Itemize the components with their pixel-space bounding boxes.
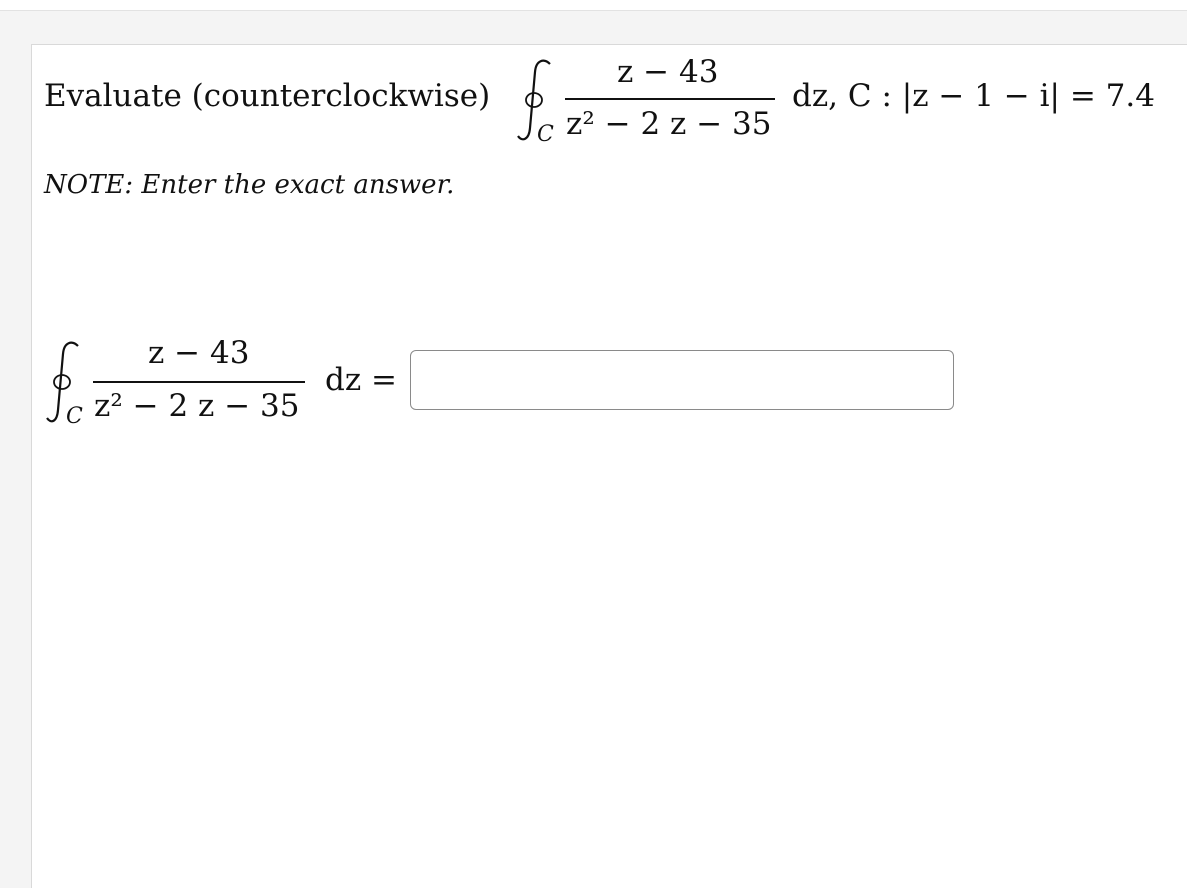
answer-numerator: z − 43 [148, 335, 250, 371]
contour-subscript: C [537, 122, 554, 147]
problem-intro: Evaluate (counterclockwise) [44, 78, 491, 114]
problem-fraction-bar [565, 98, 775, 100]
answer-denominator: z² − 2 z − 35 [94, 388, 300, 424]
problem-numerator: z − 43 [617, 54, 719, 90]
answer-input[interactable] [410, 350, 954, 410]
top-strip [0, 0, 1187, 11]
answer-fraction-bar [93, 381, 305, 383]
answer-contour-subscript: C [66, 404, 83, 429]
problem-denominator: z² − 2 z − 35 [566, 106, 772, 142]
problem-trailing: dz, C : |z − 1 − i| = 7.4 [792, 78, 1155, 114]
note-text: NOTE: Enter the exact answer. [44, 170, 455, 200]
answer-dz-equals: dz = [325, 362, 398, 398]
